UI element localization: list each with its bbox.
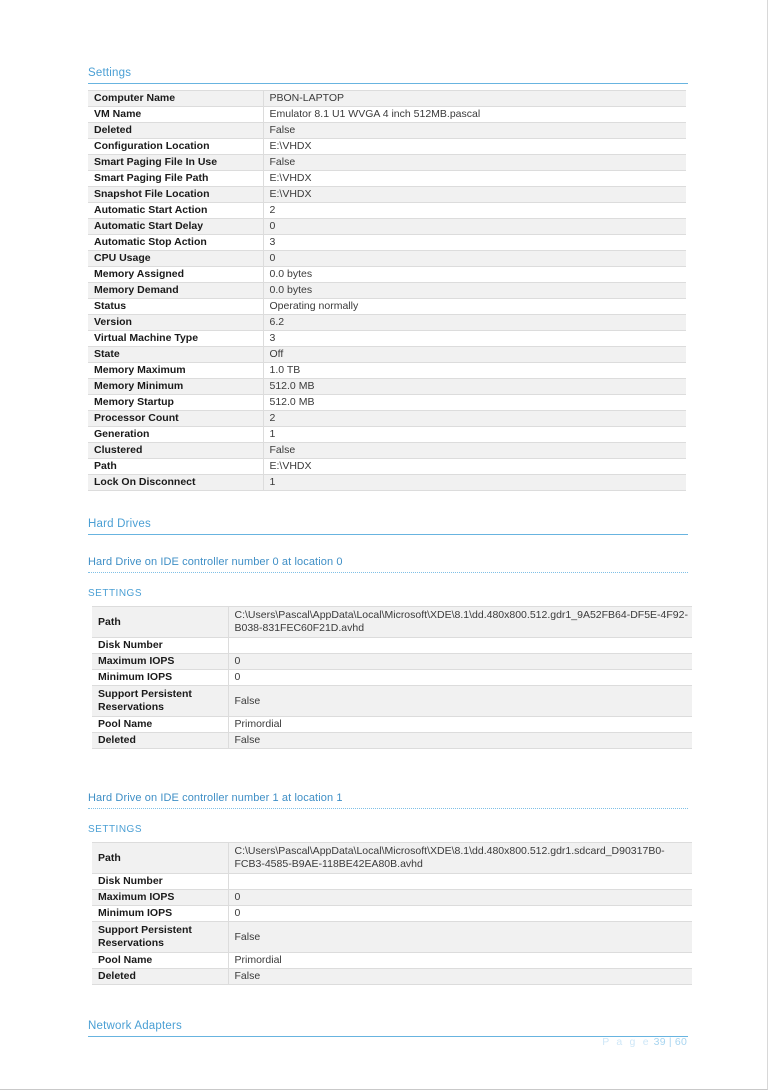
table-row (92, 969, 692, 985)
table-row (88, 299, 686, 315)
property-value: E:\VHDX (263, 459, 686, 475)
hard-drive-0-table (92, 606, 692, 749)
table-row (88, 379, 686, 395)
property-value: False (228, 733, 692, 749)
table-row (88, 443, 686, 459)
property-value: 6.2 (263, 315, 686, 331)
table-row (92, 953, 692, 969)
property-key: Disk Number (92, 874, 228, 890)
table-row (92, 874, 692, 890)
property-value: False (263, 155, 686, 171)
property-key: Memory Demand (88, 283, 263, 299)
table-row (92, 686, 692, 717)
property-value (228, 638, 692, 654)
property-key: Deleted (92, 969, 228, 985)
property-value: E:\VHDX (263, 187, 686, 203)
property-key: Support Persistent Reservations (92, 922, 228, 953)
property-value: False (263, 443, 686, 459)
property-key: Smart Paging File Path (88, 171, 263, 187)
footer-page-label: P a g e (602, 1036, 651, 1048)
property-key: Lock On Disconnect (88, 475, 263, 491)
table-row (88, 395, 686, 411)
property-key: Pool Name (92, 953, 228, 969)
property-key: Pool Name (92, 717, 228, 733)
table-row (88, 411, 686, 427)
settings-table (88, 90, 686, 491)
property-value: False (228, 969, 692, 985)
table-row (92, 607, 692, 638)
hard-drive-1-heading: Hard Drive on IDE controller number 1 at location 1 (88, 791, 688, 809)
page-footer (602, 1036, 687, 1048)
table-row (88, 187, 686, 203)
property-value: E:\VHDX (263, 171, 686, 187)
hard-drive-1-table-body (92, 843, 692, 985)
property-key: Deleted (92, 733, 228, 749)
table-row (88, 459, 686, 475)
property-key: Automatic Start Delay (88, 219, 263, 235)
table-row (88, 475, 686, 491)
property-value: 2 (263, 203, 686, 219)
table-row (88, 347, 686, 363)
table-row (88, 139, 686, 155)
property-key: Automatic Stop Action (88, 235, 263, 251)
property-key: Minimum IOPS (92, 670, 228, 686)
network-adapters-heading: Network Adapters (88, 1019, 688, 1037)
property-key: Memory Minimum (88, 379, 263, 395)
property-value: 0 (228, 670, 692, 686)
property-value: C:\Users\Pascal\AppData\Local\Microsoft\XDE\8.1\dd.480x800.512.gdr1_9A52FB64-DF5E-4F92-B038-831FEC60F21D.avhd (228, 607, 692, 638)
table-row (92, 843, 692, 874)
table-row (92, 906, 692, 922)
property-value: 0 (228, 906, 692, 922)
property-key: Version (88, 315, 263, 331)
hard-drives-heading: Hard Drives (88, 517, 688, 535)
property-key: Clustered (88, 443, 263, 459)
property-key: Path (92, 843, 228, 874)
property-key: Computer Name (88, 91, 263, 107)
property-value: 512.0 MB (263, 379, 686, 395)
table-row (88, 283, 686, 299)
property-value: 0 (228, 654, 692, 670)
property-key: Path (92, 607, 228, 638)
property-key: Deleted (88, 123, 263, 139)
property-value: 3 (263, 331, 686, 347)
table-row (88, 267, 686, 283)
property-value: 0 (263, 219, 686, 235)
table-row (88, 315, 686, 331)
hard-drive-1-settings-label: SETTINGS (88, 824, 143, 835)
settings-table-body (88, 91, 686, 491)
property-value: E:\VHDX (263, 139, 686, 155)
property-key: Maximum IOPS (92, 890, 228, 906)
table-row (88, 155, 686, 171)
property-value: Emulator 8.1 U1 WVGA 4 inch 512MB.pascal (263, 107, 686, 123)
property-key: Generation (88, 427, 263, 443)
property-key: Memory Maximum (88, 363, 263, 379)
hard-drive-0-table-body (92, 607, 692, 749)
hard-drive-0-heading: Hard Drive on IDE controller number 0 at location 0 (88, 555, 688, 573)
property-value: PBON-LAPTOP (263, 91, 686, 107)
table-row (88, 123, 686, 139)
property-key: Memory Assigned (88, 267, 263, 283)
property-value: Off (263, 347, 686, 363)
property-value: False (263, 123, 686, 139)
property-key: Processor Count (88, 411, 263, 427)
property-value: Primordial (228, 953, 692, 969)
property-key: Virtual Machine Type (88, 331, 263, 347)
table-row (88, 331, 686, 347)
property-value: 512.0 MB (263, 395, 686, 411)
table-row (92, 717, 692, 733)
table-row (92, 638, 692, 654)
property-value: C:\Users\Pascal\AppData\Local\Microsoft\XDE\8.1\dd.480x800.512.gdr1.sdcard_D90317B0-FCB3-4585-B9AE-118BE42EA80B.avhd (228, 843, 692, 874)
table-row (92, 922, 692, 953)
hard-drive-1-table (92, 842, 692, 985)
table-row (88, 427, 686, 443)
property-key: CPU Usage (88, 251, 263, 267)
property-key: Support Persistent Reservations (92, 686, 228, 717)
property-key: Disk Number (92, 638, 228, 654)
table-row (88, 235, 686, 251)
property-value: 3 (263, 235, 686, 251)
property-key: State (88, 347, 263, 363)
property-key: VM Name (88, 107, 263, 123)
table-row (88, 251, 686, 267)
footer-page-numbers: 39 | 60 (653, 1036, 687, 1048)
property-key: Path (88, 459, 263, 475)
property-key: Automatic Start Action (88, 203, 263, 219)
property-value: 1 (263, 427, 686, 443)
hard-drive-0-settings-label: SETTINGS (88, 588, 143, 599)
property-value: 1.0 TB (263, 363, 686, 379)
table-row (92, 670, 692, 686)
property-value: 0 (228, 890, 692, 906)
table-row (92, 733, 692, 749)
property-key: Minimum IOPS (92, 906, 228, 922)
property-value: False (228, 686, 692, 717)
page-content (88, 66, 688, 1037)
property-value: 0.0 bytes (263, 267, 686, 283)
property-value: Primordial (228, 717, 692, 733)
property-value: Operating normally (263, 299, 686, 315)
property-key: Configuration Location (88, 139, 263, 155)
property-key: Snapshot File Location (88, 187, 263, 203)
property-key: Smart Paging File In Use (88, 155, 263, 171)
table-row (92, 654, 692, 670)
table-row (88, 171, 686, 187)
table-row (88, 203, 686, 219)
table-row (88, 91, 686, 107)
table-row (88, 363, 686, 379)
property-value: 2 (263, 411, 686, 427)
property-value: 1 (263, 475, 686, 491)
property-value: False (228, 922, 692, 953)
property-value: 0 (263, 251, 686, 267)
property-key: Status (88, 299, 263, 315)
table-row (88, 107, 686, 123)
property-key: Maximum IOPS (92, 654, 228, 670)
property-value (228, 874, 692, 890)
property-key: Memory Startup (88, 395, 263, 411)
table-row (88, 219, 686, 235)
table-row (92, 890, 692, 906)
settings-heading: Settings (88, 66, 688, 84)
property-value: 0.0 bytes (263, 283, 686, 299)
